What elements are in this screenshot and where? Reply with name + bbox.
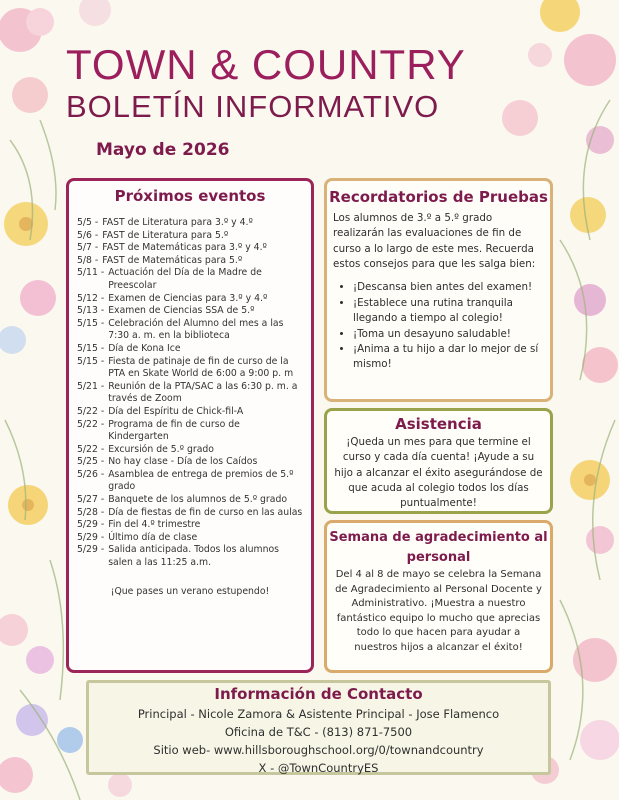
event-text: Actuación del Día de la Madre de Preescolar: [108, 267, 262, 291]
reminders-tips-list: [347, 280, 544, 372]
event-text: FAST de Matemáticas para 3.º y 4.º: [102, 242, 267, 254]
event-date: 5/25 -: [77, 456, 105, 468]
event-text: Examen de Ciencias SSA de 5.º: [108, 305, 255, 317]
attendance-text: ¡Queda un mes para que termine el curso y cada día cuenta! ¡Ayude a su hijo a alcanzar el éxito asegurándose de que acuda al colegio todos los días puntualmente!: [334, 436, 543, 510]
event-text: Fiesta de patinaje de fin de curso de la PTA en Skate World de 6:00 a 9:00 p. m: [108, 355, 294, 380]
event-date: 5/28 -: [77, 506, 105, 518]
event-date: 5/8 -: [77, 254, 99, 266]
event-item: [77, 267, 303, 292]
event-date: 5/29 -: [77, 531, 105, 543]
reminder-tip: • ¡Descansa bien antes del examen!: [353, 280, 544, 295]
reminder-tip: • ¡Establece una rutina tranquila llegando a tiempo al colegio!: [353, 296, 544, 326]
attendance-heading: Asistencia: [395, 415, 482, 433]
event-item: [77, 507, 303, 520]
event-item: [77, 444, 303, 457]
event-date: 5/15 -: [77, 342, 105, 354]
event-item: [77, 217, 303, 230]
event-item: [77, 230, 303, 243]
event-date: 5/6 -: [77, 229, 99, 241]
event-text: Asamblea de entrega de premios de 5.º grado: [108, 468, 294, 493]
event-text: FAST de Literatura para 5.º: [102, 229, 229, 241]
events-list: [69, 217, 311, 570]
event-date: 5/15 -: [77, 355, 105, 367]
reminders-intro: Los alumnos de 3.º a 5.º grado realizarán las evaluaciones de fin de curso a lo largo de este mes. Recuerda estos consejos para que les salga bien:: [333, 212, 536, 270]
event-date: 5/12 -: [77, 292, 105, 304]
event-date: 5/26 -: [77, 468, 105, 480]
event-text: Reunión de la PTA/SAC a las 6:30 p. m. a través de Zoom: [108, 380, 298, 405]
event-date: 5/22 -: [77, 418, 105, 430]
event-item: [77, 406, 303, 419]
event-date: 5/29 -: [77, 519, 105, 531]
attendance-panel: [324, 408, 553, 514]
event-date: 5/27 -: [77, 494, 105, 506]
event-item: [77, 242, 303, 255]
contact-principals: Principal - Nicole Zamora & Asistente Principal - Jose Flamenco: [137, 707, 500, 721]
event-date: 5/7 -: [77, 242, 99, 254]
contact-heading: Información de Contacto: [214, 685, 423, 703]
appreciation-heading: Semana de agradecimiento al personal: [329, 530, 548, 565]
event-item: [77, 381, 303, 406]
event-date: 5/11 -: [77, 267, 105, 279]
event-text: Examen de Ciencias para 3.º y 4.º: [108, 292, 268, 304]
upcoming-events-panel: [66, 178, 314, 673]
event-item: [77, 494, 303, 507]
contact-info-panel: [86, 680, 551, 775]
newsletter-title: BOLETÍN INFORMATIVO: [66, 89, 440, 124]
event-item: [77, 544, 303, 569]
event-item: [77, 318, 303, 343]
event-date: 5/21 -: [77, 380, 105, 392]
event-item: [77, 343, 303, 356]
event-text: Día del Espíritu de Chick-fil-A: [108, 405, 244, 417]
event-text: Día de Kona Ice: [108, 342, 181, 354]
event-item: [77, 293, 303, 306]
events-heading: Próximos eventos: [114, 187, 266, 205]
contact-social[interactable]: X - @TownCountryES: [258, 761, 379, 775]
event-item: [77, 419, 303, 444]
contact-website[interactable]: Sitio web- www.hillsboroughschool.org/0/townandcountry: [153, 743, 484, 757]
event-text: Excursión de 5.º grado: [108, 443, 214, 455]
test-reminders-panel: [324, 178, 553, 402]
event-text: Día de fiestas de fin de curso en las aulas: [108, 506, 303, 518]
event-item: [77, 255, 303, 268]
event-date: 5/22 -: [77, 405, 105, 417]
appreciation-text: Del 4 al 8 de mayo se celebra la Semana de Agradecimiento al Personal Docente y Administrativo. ¡Muestra a nuestro fantástico equipo lo mucho que aprecias todo lo que hacen para ayudar a nuestros hijos a alcanzar el éxito!: [335, 569, 542, 653]
event-text: Programa de fin de curso de Kindergarten: [108, 418, 240, 443]
event-text: FAST de Literatura para 3.º y 4.º: [102, 217, 253, 228]
school-name-title: TOWN & COUNTRY: [66, 41, 466, 88]
event-item: [77, 519, 303, 532]
reminder-tip: • ¡Toma un desayuno saludable!: [353, 327, 544, 342]
newsletter-month: Mayo de 2026: [96, 140, 230, 160]
event-item: [77, 356, 303, 381]
event-date: 5/5 -: [77, 217, 99, 228]
event-item: [77, 305, 303, 318]
event-text: Fin del 4.º trimestre: [108, 519, 201, 531]
event-date: 5/22 -: [77, 443, 105, 455]
event-item: [77, 456, 303, 469]
staff-appreciation-panel: [324, 520, 553, 673]
event-text: Último día de clase: [108, 531, 198, 543]
event-item: [77, 469, 303, 494]
event-text: Salida anticipada. Todos los alumnos salen a las 11:25 a.m.: [108, 544, 280, 569]
event-text: Celebración del Alumno del mes a las 7:30 a. m. en la biblioteca: [108, 317, 284, 342]
event-text: FAST de Matemáticas para 5.º: [102, 254, 243, 266]
event-text: No hay clase - Día de los Caídos: [108, 456, 258, 468]
event-item: [77, 532, 303, 545]
event-date: 5/15 -: [77, 317, 105, 329]
event-date: 5/29 -: [77, 544, 105, 556]
event-text: Banquete de los alumnos de 5.º grado: [108, 494, 288, 506]
contact-office-phone[interactable]: Oficina de T&C - (813) 871-7500: [224, 725, 413, 739]
reminders-heading: Recordatorios de Pruebas: [329, 188, 548, 206]
event-date: 5/13 -: [77, 305, 105, 317]
reminder-tip: • ¡Anima a tu hijo a dar lo mejor de sí mismo!: [353, 342, 544, 372]
events-closing-note: ¡Que pases un verano estupendo!: [110, 585, 270, 597]
